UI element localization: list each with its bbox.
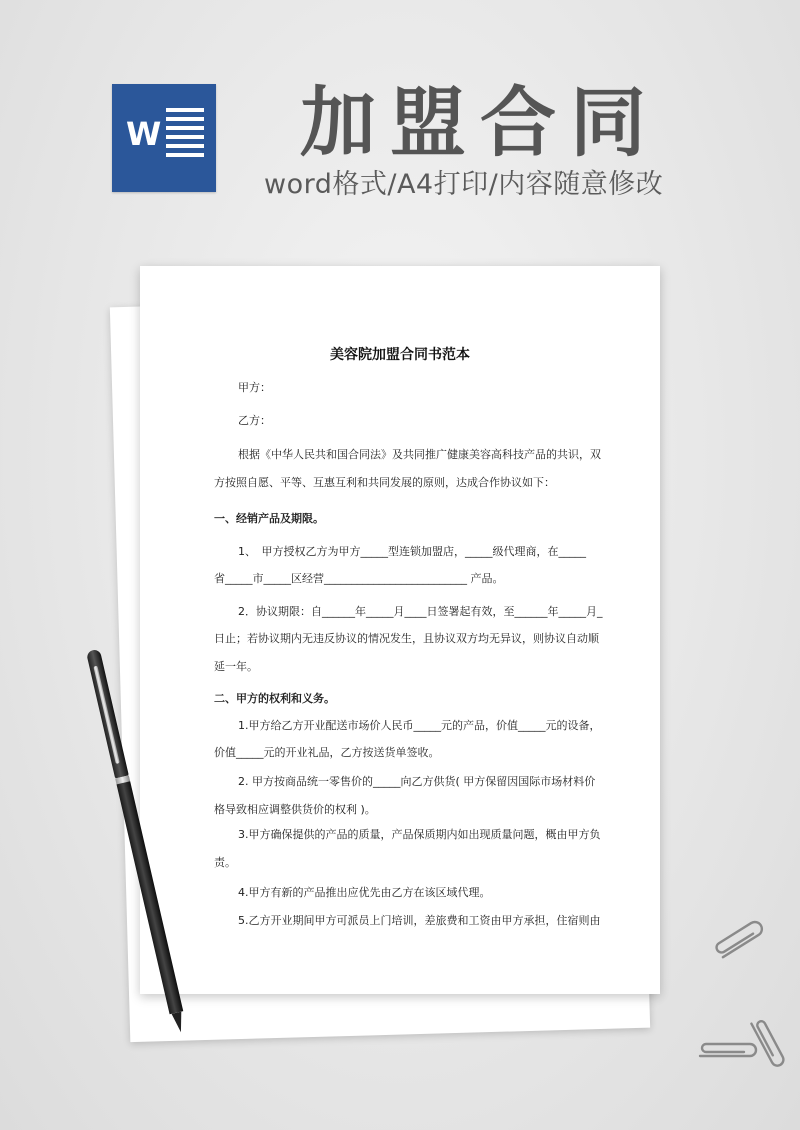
document-line: 日止；若协议期内无违反协议的情况发生，且协议双方均无异议，则协议自动顺 bbox=[214, 632, 599, 645]
document-line: 1、 甲方授权乙方为甲方_____型连锁加盟店，_____级代理商，在_____ bbox=[238, 545, 586, 558]
word-logo-letter: W bbox=[126, 115, 162, 153]
document-line: 5.乙方开业期间甲方可派员上门培训，差旅费和工资由甲方承担，住宿则由 bbox=[238, 914, 601, 927]
document-line: 延一年。 bbox=[214, 660, 258, 673]
document-line: 2. 甲方按商品统一零售价的_____向乙方供货( 甲方保留因国际市场材料价 bbox=[238, 775, 596, 788]
subtitle: word格式/A4打印/内容随意修改 bbox=[264, 169, 664, 200]
paperclip-icon bbox=[708, 918, 772, 968]
document-line: 乙方： bbox=[238, 414, 271, 427]
main-title: 加盟合同 bbox=[300, 78, 660, 167]
section-heading: 二、甲方的权利和义务。 bbox=[214, 692, 335, 705]
document-line: 价值_____元的开业礼品，乙方按送货单签收。 bbox=[214, 746, 440, 759]
document-title: 美容院加盟合同书范本 bbox=[330, 347, 470, 363]
document-line: 1.甲方给乙方开业配送市场价人民币_____元的产品，价值_____元的设备， bbox=[238, 719, 601, 732]
section-heading: 一、经销产品及期限。 bbox=[214, 512, 324, 525]
document-line: 2．协议期限：自______年_____月____日签署起有效，至______年_____月_ bbox=[238, 605, 603, 618]
word-logo-icon bbox=[112, 84, 216, 192]
document-line: 格导致相应调整供货价的权利 )。 bbox=[214, 803, 376, 816]
document-page bbox=[140, 266, 660, 994]
word-logo-lines bbox=[166, 108, 204, 168]
document-line: 4.甲方有新的产品推出应优先由乙方在该区域代理。 bbox=[238, 886, 491, 899]
document-line: 省_____市_____区经营__________________________ 产品。 bbox=[214, 572, 504, 585]
document-line: 方按照自愿、平等、互惠互利和共同发展的原则，达成合作协议如下： bbox=[214, 476, 555, 489]
document-line: 甲方： bbox=[238, 381, 271, 394]
document-line: 3.甲方确保提供的产品的质量，产品保质期内如出现质量问题，概由甲方负 bbox=[238, 828, 601, 841]
document-line: 根据《中华人民共和国合同法》及共同推广健康美容高科技产品的共识，双 bbox=[238, 448, 601, 461]
paperclip-icon bbox=[748, 1010, 788, 1074]
document-line: 责。 bbox=[214, 856, 236, 869]
